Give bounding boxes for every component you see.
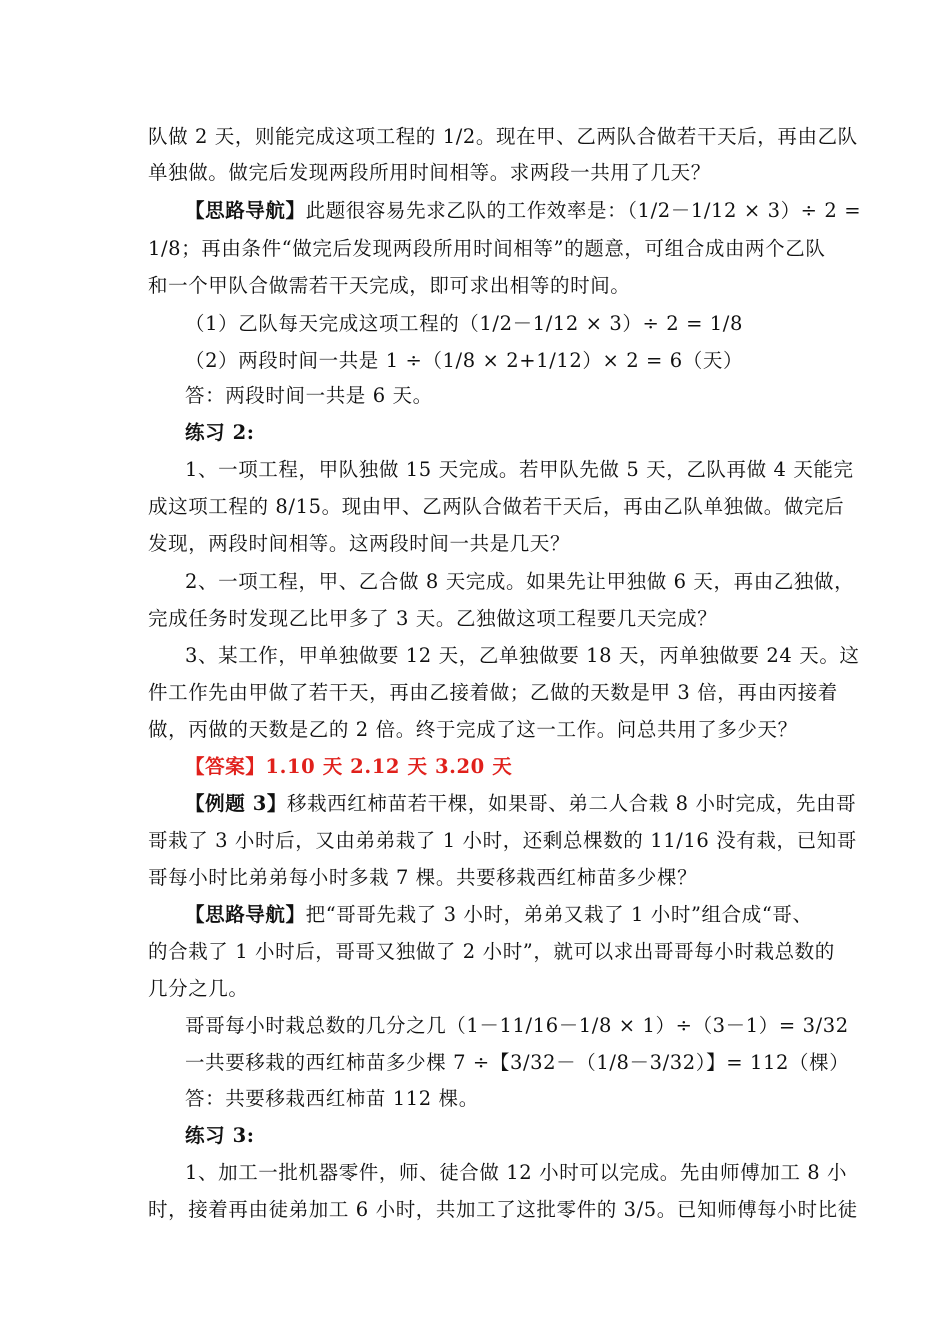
solution-step: 哥哥每小时栽总数的几分之几（1－11/16－1/8 × 1）÷（3－1）= 3/32 bbox=[185, 1014, 849, 1037]
solution-step: 一共要移栽的西红柿苗多少棵 7 ÷【3/32－（1/8－3/32）】= 112（棵） bbox=[185, 1051, 850, 1074]
hint-text: 把“哥哥先栽了 3 小时，弟弟又栽了 1 小时”组合成“哥、 bbox=[305, 903, 813, 926]
exercise-heading: 练习 2: bbox=[185, 421, 255, 444]
solution-step: （2）两段时间一共是 1 ÷（1/8 × 2+1/12）× 2 = 6（天） bbox=[185, 349, 744, 372]
hint-label: 【思路导航】 bbox=[185, 199, 306, 222]
example-line bbox=[185, 791, 856, 817]
answer-label: 【答案】 bbox=[185, 755, 266, 778]
text-line: 成这项工程的 8/15。现由甲、乙两队合做若干天后，再由乙队单独做。做完后 bbox=[148, 495, 845, 518]
example-text: 移栽西红柿苗若干棵，如果哥、弟二人合栽 8 小时完成，先由哥 bbox=[286, 792, 857, 815]
text-line: 几分之几。 bbox=[148, 977, 249, 1000]
exercise-item: 1、一项工程，甲队独做 15 天完成。若甲队先做 5 天，乙队再做 4 天能完 bbox=[185, 458, 854, 481]
answer-line: 答：共要移栽西红柿苗 112 棵。 bbox=[185, 1087, 479, 1110]
solution-hint-line bbox=[185, 902, 813, 928]
text-line: 的合栽了 1 小时后，哥哥又独做了 2 小时”，就可以求出哥哥每小时栽总数的 bbox=[148, 940, 835, 963]
example-label: 【例题 3】 bbox=[185, 792, 287, 815]
exercise-heading: 练习 3: bbox=[185, 1124, 255, 1147]
exercise-item: 2、一项工程，甲、乙合做 8 天完成。如果先让甲独做 6 天，再由乙独做， bbox=[185, 570, 855, 593]
text-line: 1/8；再由条件“做完后发现两段所用时间相等”的题意，可组合成由两个乙队 bbox=[148, 237, 826, 260]
text-line: 发现，两段时间相等。这两段时间一共是几天？ bbox=[148, 532, 571, 555]
solution-hint-line bbox=[185, 198, 861, 224]
hint-label: 【思路导航】 bbox=[185, 903, 306, 926]
text-line: 和一个甲队合做需若干天完成，即可求出相等的时间。 bbox=[148, 274, 631, 297]
text-line: 队做 2 天，则能完成这项工程的 1/2。现在甲、乙两队合做若干天后，再由乙队 bbox=[148, 125, 858, 148]
hint-text: 此题很容易先求乙队的工作效率是：（1/2－1/12 × 3）÷ 2 = bbox=[305, 199, 862, 222]
answer-line: 答：两段时间一共是 6 天。 bbox=[185, 384, 433, 407]
text-line: 哥每小时比弟弟每小时多栽 7 棵。共要移栽西红柿苗多少棵？ bbox=[148, 866, 698, 889]
text-line: 做，丙做的天数是乙的 2 倍。终于完成了这一工作。问总共用了多少天？ bbox=[148, 718, 798, 741]
text-line: 件工作先由甲做了若干天，再由乙接着做；乙做的天数是甲 3 倍，再由丙接着 bbox=[148, 681, 838, 704]
text-line: 完成任务时发现乙比甲多了 3 天。乙独做这项工程要几天完成？ bbox=[148, 607, 718, 630]
text-line: 时，接着再由徒弟加工 6 小时，共加工了这批零件的 3/5。已知师傅每小时比徒 bbox=[148, 1198, 858, 1221]
answer-key-line bbox=[185, 754, 512, 780]
answer-values: 1.10 天 2.12 天 3.20 天 bbox=[265, 755, 513, 778]
solution-step: （1）乙队每天完成这项工程的（1/2－1/12 × 3）÷ 2 = 1/8 bbox=[185, 312, 743, 335]
text-line: 单独做。做完后发现两段所用时间相等。求两段一共用了几天？ bbox=[148, 161, 711, 184]
exercise-item: 1、加工一批机器零件，师、徒合做 12 小时可以完成。先由师傅加工 8 小 bbox=[185, 1161, 848, 1184]
exercise-item: 3、某工作，甲单独做要 12 天，乙单独做要 18 天，丙单独做要 24 天。这 bbox=[185, 644, 860, 667]
text-line: 哥栽了 3 小时后，又由弟弟栽了 1 小时，还剩总棵数的 11/16 没有栽，已知哥 bbox=[148, 829, 857, 852]
